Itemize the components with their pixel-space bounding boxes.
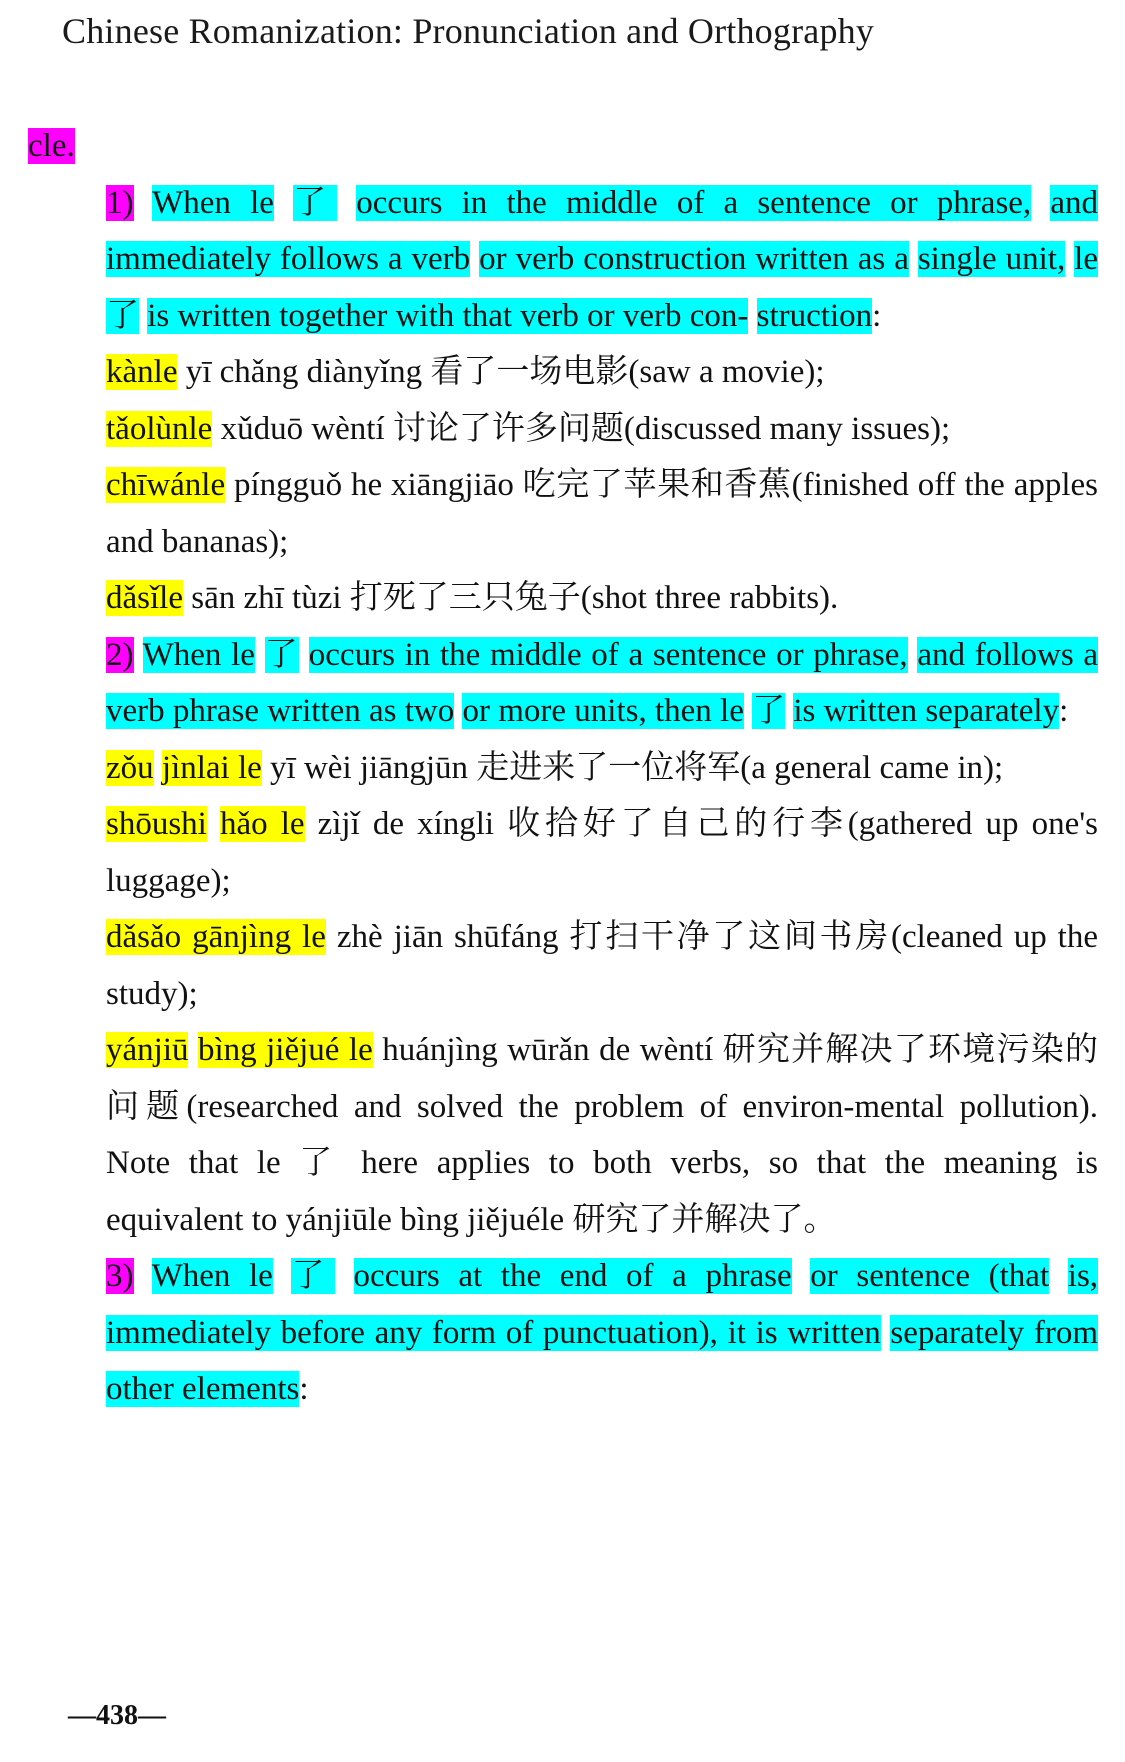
example-text: píngguǒ he xiāngjiāo 吃完了苹果和香蕉(finished off the apples and bananas); [106,467,1098,560]
rule-3-text-e: is, immediately before any form of punctuation), it is written [106,1258,1099,1351]
rule-number: 2) [106,636,134,673]
example-text: zhè jiān shūfáng 打扫干净了这间书房(cleaned up the study); [106,919,1098,1012]
example-highlight: tǎolùnle [106,410,213,447]
example-text: xǔduō wèntí 讨论了许多问题(discussed many issues); [212,410,951,447]
rule-2-text-c: occurs in the middle of a sentence or phrase, [308,636,908,673]
rule-1-text-g: le [1074,241,1098,277]
colon: : [872,297,882,334]
rule-2-text-b: 了 [264,636,300,673]
example-highlight: kànle [106,354,178,390]
rule-1-text-i: is written together with that verb or verb con- [147,297,749,334]
page-body [28,118,1098,1418]
rule-3-text-f: separately from other elements [106,1314,1098,1407]
rule-2-text-g: is written separately [793,693,1060,729]
rule-1-text-f: single unit, [917,241,1066,277]
example-highlight: jìnlai le [161,749,262,786]
example-text: huánjìng wūrǎn de wèntí 研究并解决了环境污染的问题(researched and solved the problem of environ-mental pollution). Note that le 了 here applies to both verbs, so that the meaning is equivalent to yánjiūle bìng jiějuéle 研究了并解决了。 [106,1032,1098,1238]
rule-1-text-a: When le [152,184,274,221]
example-text: zìjǐ de xíngli 收拾好了自己的行李(gathered up one's luggage); [106,806,1098,899]
rule-2-text-a: When le [142,636,255,673]
example-highlight: shōushi [106,806,207,842]
rule-1-text-d: and immediately follows a verb [106,184,1099,277]
rule-1-text-e: or verb construction written as a [479,241,909,277]
highlight-fragment: cle. [28,128,75,164]
rule-3-text-a: When le [151,1258,273,1294]
rule-1-text-b: 了 [293,184,338,221]
rule-1-text-c: occurs in the middle of a sentence or phrase, [356,184,1032,221]
example-text: sān zhī tùzi 打死了三只兔子(shot three rabbits). [182,580,839,616]
example-highlight: dǎsǐle [106,580,183,616]
rule-3-text-d: or sentence (that [810,1258,1050,1294]
example-highlight: yánjiū [106,1032,189,1068]
rule-2-text-d: and follows a verb phrase written as two [106,636,1099,729]
example-2 [28,401,1098,458]
rule-1-text-h: 了 [106,297,139,334]
example-3 [28,457,1098,570]
example-1 [28,344,1098,401]
rule-3-text-b: 了 [291,1258,335,1294]
colon: : [1059,693,1069,729]
page-number: —438— [68,1700,166,1731]
rule-1 [28,175,1098,345]
example-text: yī chǎng diànyǐng 看了一场电影(saw a movie); [177,354,825,390]
colon: : [299,1371,309,1407]
example-7 [28,909,1098,1022]
example-6 [28,796,1098,909]
example-8 [28,1022,1098,1248]
example-highlight: zǒu [106,749,154,786]
example-4 [28,570,1098,627]
rule-2-text-e: or more units, then le [462,693,744,729]
rule-number: 3) [106,1258,134,1294]
rule-2 [28,627,1098,740]
rule-1-text-j: struction [756,297,873,334]
continuation-line [28,118,1098,175]
example-text: yī wèi jiāngjūn 走进来了一位将军(a general came in); [261,749,1004,786]
example-highlight: chīwánle [106,467,226,503]
example-highlight: hǎo le [219,806,305,842]
example-highlight: dǎsǎo gānjìng le [106,919,326,955]
example-5 [28,740,1098,797]
rule-number: 1) [106,184,134,221]
example-highlight: bìng jiějué le [197,1032,373,1068]
rule-3-text-c: occurs at the end of a phrase [353,1258,792,1294]
running-header: Chinese Romanization: Pronunciation and Orthography [62,11,875,51]
rule-2-text-f: 了 [752,693,786,729]
rule-3 [28,1248,1098,1418]
